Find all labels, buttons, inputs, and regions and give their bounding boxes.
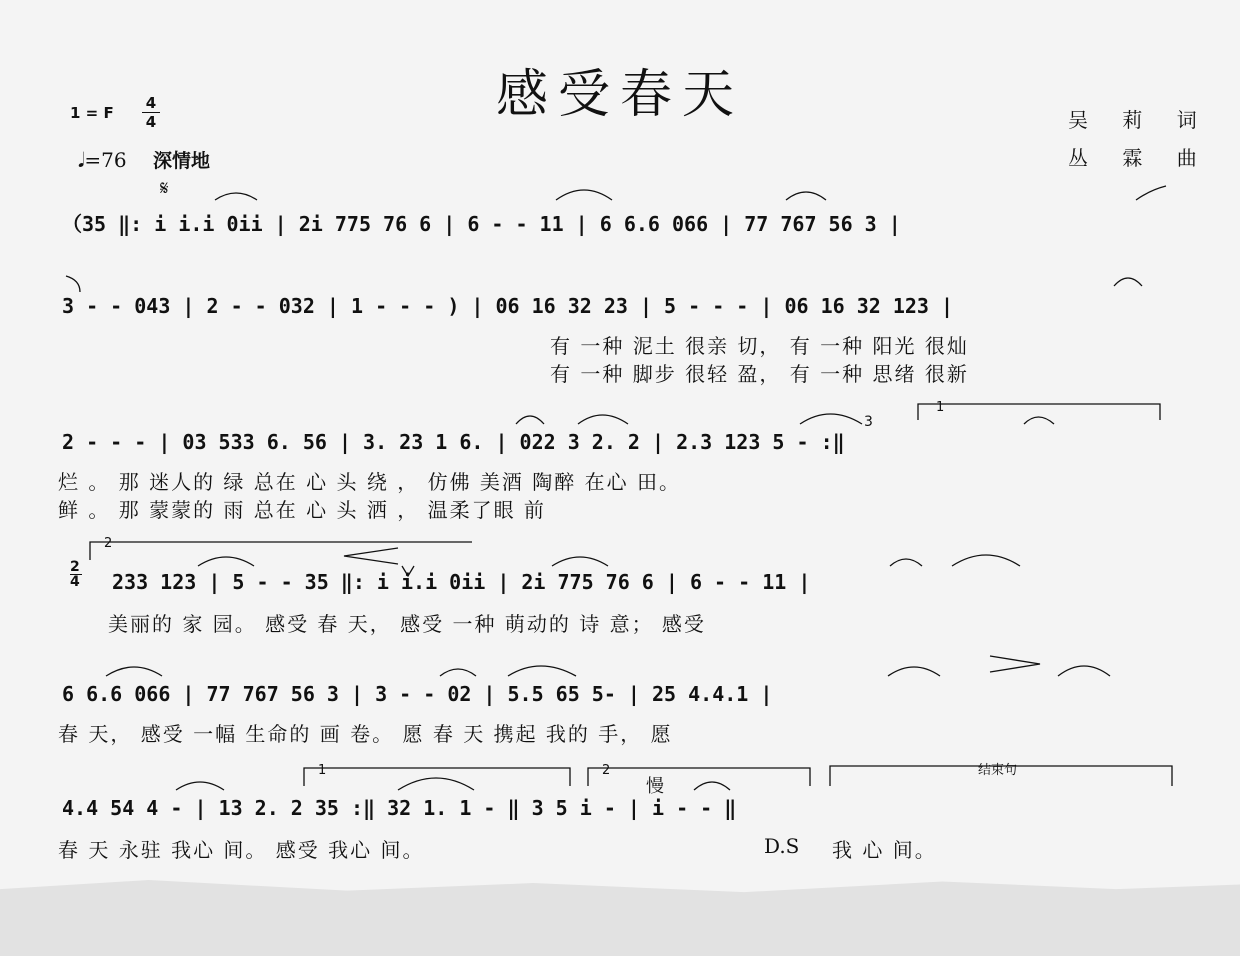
tempo-value: 𝅘𝅥=76 (78, 148, 127, 172)
slur (508, 666, 576, 676)
volta-2-label: 2 (104, 536, 113, 551)
volta-bracket (90, 542, 472, 560)
lyric-line-4: 美丽的 家 园。 感受 春 天， 感受 一种 萌动的 诗 意； 感受 (108, 612, 706, 636)
ending-bracket (830, 766, 1172, 786)
crescendo-hairpin (344, 548, 398, 564)
volta-2-label-end: 2 (602, 763, 611, 778)
ds-marking: D.S (764, 834, 800, 858)
slur (952, 555, 1020, 566)
volta-1-label-end: 1 (318, 763, 327, 778)
slow-marking: 慢 (646, 776, 664, 797)
meter-change-top: 2 (70, 559, 80, 575)
lyric-line-3b: 鲜 。 那 蒙蒙的 雨 总在 心 头 洒 ， 温柔了眼 前 (58, 498, 546, 522)
slur (398, 778, 474, 790)
slur (215, 193, 257, 200)
lyric-line-3a: 烂 。 那 迷人的 绿 总在 心 头 绕 ， 仿佛 美酒 陶醉 在心 田。 (58, 470, 682, 494)
slur (66, 276, 80, 292)
slur (1136, 186, 1166, 200)
song-title: 感受春天 (495, 65, 744, 125)
slur (198, 557, 254, 566)
lyric-line-6: 春 天 永驻 我心 间。 感受 我心 间。 (58, 838, 425, 862)
segno-mark: 𝄋 (160, 176, 169, 200)
triplet-mark: 3 (864, 414, 873, 430)
notation-line-2: 3 - - 043 | 2 - - 032 | 1 - - - ) | 06 16 32 23 | 5 - - - | 06 16 32 123 | (62, 294, 954, 318)
slur (578, 415, 628, 424)
volta-bracket (588, 768, 810, 786)
volta-bracket (304, 768, 570, 786)
breath-mark (402, 566, 414, 576)
slur (1114, 278, 1142, 286)
lyric-line-2a: 有 一种 泥土 很亲 切， 有 一种 阳光 很灿 (550, 334, 969, 358)
slur (888, 667, 940, 676)
slur (800, 414, 862, 424)
notation-line-5: 6 6.6 066 | 77 767 56 3 | 3 - - 02 | 5.5 65 5- | 25 4.4.1 | (62, 682, 773, 706)
slur (516, 416, 544, 424)
meter-change-bottom: 4 (70, 574, 80, 590)
key-signature: 1 = F (70, 104, 114, 122)
lyric-line-6-end: 我 心 间。 (832, 838, 937, 862)
composer-credit: 丛 霖 曲 (1068, 146, 1211, 170)
slur (694, 782, 730, 790)
lyricist-credit: 吴 莉 词 (1068, 108, 1211, 132)
notation-line-1: （35 ‖: i i.i 0ii | 2i 775 76 6 | 6 - - 11 | 6 6.6 066 | 77 767 56 3 | (62, 212, 901, 236)
slur (552, 557, 608, 566)
notation-line-3: 2 - - - | 03 533 6. 56 | 3. 23 1 6. | 022 3 2. 2 | 2.3 123 5 - :‖ (62, 430, 845, 454)
slur (556, 190, 612, 200)
volta-1-label: 1 (936, 400, 945, 415)
slur (890, 559, 922, 566)
lyric-line-2b: 有 一种 脚步 很轻 盈， 有 一种 思绪 很新 (550, 362, 969, 386)
slur (176, 782, 224, 790)
lyric-line-5: 春 天， 感受 一幅 生命的 画 卷。 愿 春 天 携起 我的 手， 愿 (58, 722, 673, 746)
slur (1058, 666, 1110, 676)
ending-label: 结束句 (978, 763, 1018, 778)
time-signature-bottom: 4 (145, 113, 157, 131)
accent-hairpin (990, 656, 1040, 672)
slur (440, 669, 476, 676)
slur (106, 667, 162, 676)
expression-marking: 深情地 (152, 150, 210, 172)
time-signature-top: 4 (145, 94, 157, 112)
slur (786, 192, 826, 200)
notation-line-6: 4.4 54 4 - | 13 2. 2 35 :‖ 32 1. 1 - ‖ 3 5 i - | i - - ‖ (62, 796, 737, 820)
notation-line-4: 233 123 | 5 - - 35 ‖: i i.i 0ii | 2i 775 76 6 | 6 - - 11 | (112, 570, 811, 594)
slur (1024, 417, 1054, 424)
